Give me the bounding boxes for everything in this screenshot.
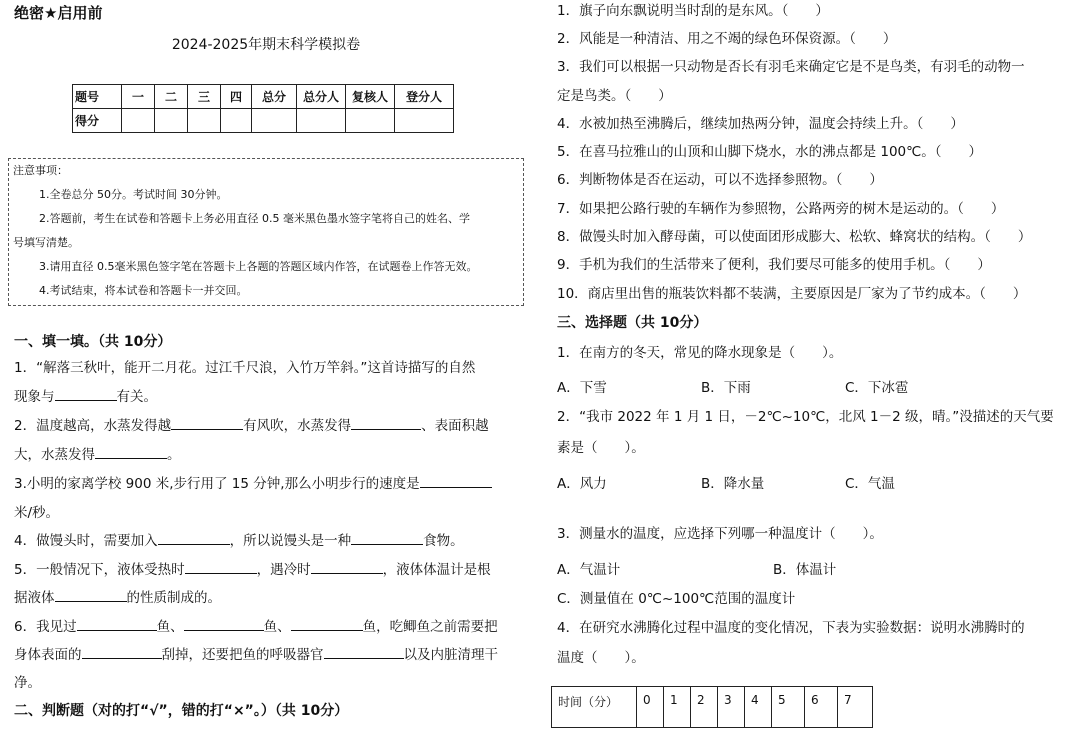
notice-item: 3.请用直径 0.5毫米黑色签字笔在答题卡上各题的答题区域内作答，在试题卷上作答无效。 [39, 260, 478, 273]
fill-text: ，遇冷时 [256, 562, 311, 578]
fill-text: 米/秒。 [14, 505, 60, 521]
table-cell: 7 [838, 687, 873, 728]
answer-blank[interactable] [184, 616, 264, 631]
fill-text: 鱼，吃鲫鱼之前需要把 [362, 619, 498, 635]
fill-text: 刮掉，还要把鱼的呼吸器官 [161, 647, 324, 663]
fill-text: 鱼、 [263, 619, 291, 635]
choice-question: 温度（ ）。 [557, 650, 645, 666]
section1-heading: 一、填一填。（共 10分） [14, 334, 172, 350]
judge-item: 10．商店里出售的瓶装饮料都不装满，主要原因是厂家为了节约成本。（ ） [557, 286, 1027, 302]
notice-item: 号填写清楚。 [13, 236, 79, 249]
fill-text: 的性质制成的。 [126, 590, 221, 606]
answer-blank[interactable] [351, 415, 421, 430]
fill-text: 、表面积越 [421, 418, 489, 434]
answer-blank[interactable] [158, 530, 230, 545]
fill-text: 以及内脏清理干 [403, 647, 498, 663]
fill-text: 净。 [14, 675, 41, 691]
table-cell: 2 [691, 687, 718, 728]
choice-question: 1．在南方的冬天，常见的降水现象是（ ）。 [557, 345, 843, 361]
fill-line [14, 470, 492, 499]
judge-item: 4．水被加热至沸腾后，继续加热两分钟，温度会持续上升。（ ） [557, 116, 964, 132]
fill-text: 有关。 [116, 389, 157, 405]
answer-blank[interactable] [420, 473, 492, 488]
choice-option[interactable]: C．测量值在 0℃~100℃范围的温度计 [557, 591, 796, 607]
experiment-table-row [552, 687, 873, 728]
judge-item: 5．在喜马拉雅山的山顶和山脚下烧水，水的沸点都是 100℃。（ ） [557, 144, 983, 160]
answer-blank[interactable] [55, 386, 117, 401]
fill-line [14, 412, 489, 441]
choice-question: 素是（ ）。 [557, 440, 645, 456]
judge-item: 2．风能是一种清洁、用之不竭的绿色环保资源。（ ） [557, 31, 897, 47]
answer-blank[interactable] [324, 644, 404, 659]
score-input-cell[interactable] [297, 109, 346, 133]
score-input-cell[interactable] [252, 109, 297, 133]
score-cell: 登分人 [395, 85, 454, 109]
notice-item: 1.全卷总分 50分。考试时间 30分钟。 [39, 188, 228, 201]
answer-blank[interactable] [77, 616, 157, 631]
score-cell: 题号 [73, 85, 122, 109]
fill-text: 2．温度越高，水蒸发得越 [14, 418, 172, 434]
fill-line [14, 641, 498, 670]
score-cell: 总分 [252, 85, 297, 109]
notice-item: 4.考试结束，将本试卷和答题卡一并交回。 [39, 284, 248, 297]
notice-heading: 注意事项： [13, 164, 68, 177]
score-cell: 三 [188, 85, 221, 109]
fill-line [14, 669, 41, 698]
fill-text: ，液体体温计是根 [382, 562, 491, 578]
choice-option[interactable]: B．降水量 [701, 476, 765, 492]
choice-question: 2．“我市 2022 年 1 月 1 日，－2℃~10℃，北风 1－2 级，晴。”没描述的天气要 [557, 409, 1054, 425]
score-cell: 二 [155, 85, 188, 109]
fill-text: 身体表面的 [14, 647, 82, 663]
score-table-header-row [73, 85, 454, 109]
table-cell: 0 [637, 687, 664, 728]
table-cell: 4 [745, 687, 772, 728]
fill-text: 大，水蒸发得 [14, 447, 95, 463]
score-row-label: 得分 [73, 109, 122, 133]
answer-blank[interactable] [351, 530, 423, 545]
score-input-cell[interactable] [122, 109, 155, 133]
fill-line [14, 584, 221, 613]
fill-text: 1．“解落三秋叶，能开二月花。过江千尺浪，入竹万竿斜。”这首诗描写的自然 [14, 360, 476, 376]
fill-text: 现象与 [14, 389, 55, 405]
answer-blank[interactable] [291, 616, 363, 631]
judge-item: 8．做馒头时加入酵母菌，可以使面团形成膨大、松软、蜂窝状的结构。（ ） [557, 229, 1032, 245]
answer-blank[interactable] [311, 559, 383, 574]
fill-text: 5．一般情况下，液体受热时 [14, 562, 185, 578]
table-cell: 3 [718, 687, 745, 728]
score-cell: 一 [122, 85, 155, 109]
choice-option[interactable]: C．气温 [845, 476, 895, 492]
answer-blank[interactable] [95, 444, 167, 459]
score-input-cell[interactable] [346, 109, 395, 133]
score-cell: 四 [221, 85, 252, 109]
fill-text: 3.小明的家离学校 900 米,步行用了 15 分钟,那么小明步行的速度是 [14, 476, 420, 492]
fill-line [14, 556, 491, 585]
secret-label: 绝密★启用前 [14, 4, 103, 22]
judge-item: 6．判断物体是否在运动，可以不选择参照物。（ ） [557, 172, 883, 188]
score-cell: 复核人 [346, 85, 395, 109]
choice-question: 4．在研究水沸腾化过程中温度的变化情况，下表为实验数据：说明水沸腾时的 [557, 620, 1025, 636]
fill-line [14, 499, 59, 528]
score-input-cell[interactable] [155, 109, 188, 133]
score-cell: 总分人 [297, 85, 346, 109]
exam-title: 2024-2025年期末科学模拟卷 [171, 37, 361, 53]
choice-option[interactable]: A．风力 [557, 476, 607, 492]
choice-option[interactable]: C．下冰雹 [845, 380, 909, 396]
fill-line [14, 354, 475, 383]
choice-option[interactable]: B．体温计 [773, 562, 837, 578]
section3-heading: 三、选择题（共 10分） [557, 315, 708, 331]
fill-text: 鱼、 [156, 619, 184, 635]
judge-item: 9．手机为我们的生活带来了便利，我们要尽可能多的使用手机。（ ） [557, 257, 991, 273]
choice-option[interactable]: A．气温计 [557, 562, 621, 578]
fill-text: 4．做馒头时，需要加入 [14, 533, 158, 549]
fill-text: ，所以说馒头是一种 [229, 533, 352, 549]
table-header-cell: 时间（分） [552, 687, 637, 728]
fill-text: 食物。 [423, 533, 464, 549]
answer-blank[interactable] [82, 644, 162, 659]
experiment-table [551, 686, 873, 728]
notice-box [8, 158, 524, 306]
fill-text: 6．我见过 [14, 619, 77, 635]
table-cell: 5 [772, 687, 805, 728]
judge-item: 3．我们可以根据一只动物是否长有羽毛来确定它是不是鸟类，有羽毛的动物一 [557, 59, 1025, 75]
section2-heading: 二、判断题（对的打“√”，错的打“×”。）（共 10分） [14, 703, 349, 719]
fill-line [14, 527, 464, 556]
fill-text: 据液体 [14, 590, 55, 606]
score-input-cell[interactable] [188, 109, 221, 133]
score-input-cell[interactable] [395, 109, 454, 133]
table-cell: 6 [805, 687, 838, 728]
answer-blank[interactable] [185, 559, 257, 574]
judge-item: 7．如果把公路行驶的车辆作为参照物，公路两旁的树木是运动的。（ ） [557, 201, 1005, 217]
table-cell: 1 [664, 687, 691, 728]
choice-option[interactable]: A．下雪 [557, 380, 607, 396]
score-table [72, 84, 454, 133]
score-input-cell[interactable] [221, 109, 252, 133]
fill-text: 。 [167, 447, 181, 463]
judge-item: 定是鸟类。（ ） [557, 88, 672, 104]
choice-question: 3．测量水的温度，应选择下列哪一种温度计（ ）。 [557, 526, 883, 542]
judge-item: 1．旗子向东飘说明当时刮的是东风。（ ） [557, 3, 829, 19]
choice-option[interactable]: B．下雨 [701, 380, 751, 396]
fill-line [14, 441, 181, 470]
fill-text: 有风吹，水蒸发得 [243, 418, 352, 434]
score-table-score-row [73, 109, 454, 133]
fill-line [14, 383, 157, 412]
notice-item: 2.答题前，考生在试卷和答题卡上务必用直径 0.5 毫米黑色墨水签字笔将自己的姓名、学 [39, 212, 470, 225]
answer-blank[interactable] [55, 587, 127, 602]
answer-blank[interactable] [171, 415, 243, 430]
fill-line [14, 613, 498, 642]
